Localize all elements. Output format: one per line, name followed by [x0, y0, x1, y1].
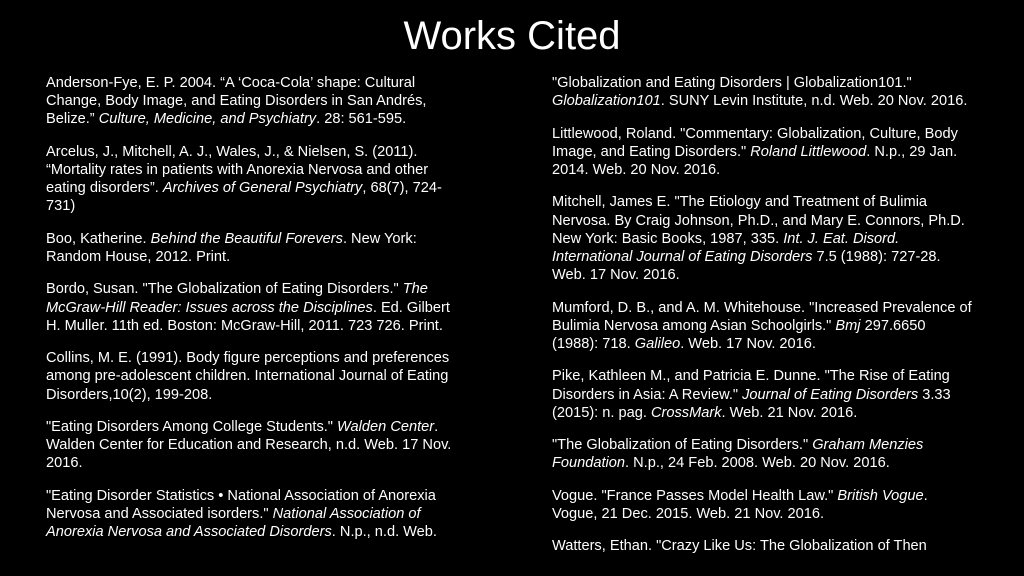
citation-text: . 28: 561-595.: [316, 111, 407, 128]
slide-title: Works Cited: [403, 14, 621, 58]
citation-text: 7.5 (1988): 727-28. Web. 17 Nov. 2016.: [552, 249, 941, 284]
citations-left-column: [46, 74, 466, 556]
citation-text: Boo, Katherine.: [46, 230, 151, 247]
citation-entry: [552, 487, 972, 523]
citation-text: Vogue. "France Passes Model Health Law.": [552, 487, 838, 504]
citation-text: . New York: Random House, 2012. Print.: [46, 230, 417, 265]
citation-text: 297.6650 (1988): 718.: [552, 317, 926, 352]
citation-italic-text: Walden Center: [337, 418, 435, 435]
citation-entry: [46, 143, 466, 216]
citation-italic-text: Bmj: [835, 317, 861, 334]
citation-italic-text: Int. J. Eat. Disord. International Journal of Eating Disorders: [552, 230, 900, 265]
citation-text: Littlewood, Roland. "Commentary: Globalization, Culture, Body Image, and Eating Disorders.": [552, 125, 958, 160]
citation-entry: [552, 367, 972, 422]
citation-text: "Globalization and Eating Disorders | Globalization101.": [552, 75, 912, 91]
citation-text: "Eating Disorders Among College Students.": [46, 418, 338, 435]
citation-text: Pike, Kathleen M., and Patricia E. Dunne. "The Rise of Eating Disorders in Asia: A Review.": [552, 368, 950, 403]
citation-italic-text: CrossMark: [650, 404, 722, 421]
citation-italic-text: Culture, Medicine, and Psychiatry: [98, 111, 317, 128]
citation-entry: [552, 299, 972, 354]
citation-text: . SUNY Levin Institute, n.d. Web. 20 Nov. 2016.: [660, 93, 968, 110]
citation-italic-text: National Association of Anorexia Nervosa and Associated Disorders: [46, 505, 421, 541]
citation-entry: [46, 280, 466, 335]
citation-text: . N.p., n.d. Web.: [331, 524, 437, 541]
citation-text: . Ed. Gilbert H. Muller. 11th ed. Boston: McGraw-Hill, 2011. 723 726. Print.: [46, 299, 450, 334]
citation-text: . Web. 21 Nov. 2016.: [721, 404, 858, 421]
citation-text: . Web. 17 Nov. 2016.: [680, 336, 816, 352]
citation-entry: [552, 537, 972, 555]
citation-text: Anderson-Fye, E. P. 2004. “A ‘Coca-Cola’ shape: Cultural Change, Body Image, and Eating Disorders in San Andrés, Belize.”: [46, 75, 427, 128]
citation-italic-text: Galileo: [634, 336, 681, 352]
citation-italic-text: Globalization101: [552, 93, 661, 110]
citation-text: Collins, M. E. (1991). Body figure perceptions and preferences among pre-adolescent children. International Journal of Eating Disorders,10(2), 199-208.: [46, 350, 450, 403]
citation-italic-text: Journal of Eating Disorders: [742, 386, 919, 403]
citation-italic-text: Behind the Beautiful Forevers: [150, 230, 343, 247]
citation-entry: [552, 193, 972, 284]
citation-entry: [552, 436, 972, 472]
citation-italic-text: The McGraw-Hill Reader: Issues across the Disciplines: [46, 281, 428, 316]
citation-text: Arcelus, J., Mitchell, A. J., Wales, J., & Nielsen, S. (2011). “Mortality rates in patients with Anorexia Nervosa and other eating disorders”.: [46, 143, 429, 197]
citation-entry: [552, 125, 972, 180]
citation-italic-text: Roland Littlewood: [750, 143, 867, 160]
citation-text: 3.33 (2015): n. pag.: [552, 386, 951, 421]
citation-text: . Vogue, 21 Dec. 2015. Web. 21 Nov. 2016.: [552, 487, 928, 522]
citation-entry: [46, 418, 466, 473]
citation-text: , 68(7), 724-731): [46, 180, 442, 215]
citation-text: Mumford, D. B., and A. M. Whitehouse. "Increased Prevalence of Bulimia Nervosa among Asian Schoolgirls.": [552, 299, 972, 334]
citation-entry: [552, 74, 972, 110]
citation-text: Bordo, Susan. "The Globalization of Eating Disorders.": [46, 281, 403, 298]
citations-right-column: [552, 74, 972, 570]
citation-text: Mitchell, James E. "The Etiology and Treatment of Bulimia Nervosa. By Craig Johnson, Ph.D., and Mary E. Connors, Ph.D. New York: Basic Books, 1987, 335.: [552, 194, 965, 247]
citation-entry: [46, 487, 466, 542]
citation-text: "The Globalization of Eating Disorders.": [552, 437, 813, 454]
citation-text: Watters, Ethan. "Crazy Like Us: The Globalization of Then: [552, 538, 927, 555]
citation-text: . N.p., 24 Feb. 2008. Web. 20 Nov. 2016.: [625, 455, 890, 472]
citation-text: "Eating Disorder Statistics • National Association of Anorexia Nervosa and Associated isorders.": [46, 487, 436, 522]
citation-italic-text: Archives of General Psychiatry: [162, 180, 363, 197]
citation-italic-text: British Vogue: [837, 487, 924, 504]
citation-text: . Walden Center for Education and Research, n.d. Web. 17 Nov. 2016.: [46, 418, 452, 472]
citation-entry: [46, 74, 466, 129]
citation-entry: [46, 349, 466, 404]
citation-entry: [46, 230, 466, 266]
citation-italic-text: Graham Menzies Foundation: [552, 437, 924, 472]
citation-text: . N.p., 29 Jan. 2014. Web. 20 Nov. 2016.: [552, 143, 958, 178]
